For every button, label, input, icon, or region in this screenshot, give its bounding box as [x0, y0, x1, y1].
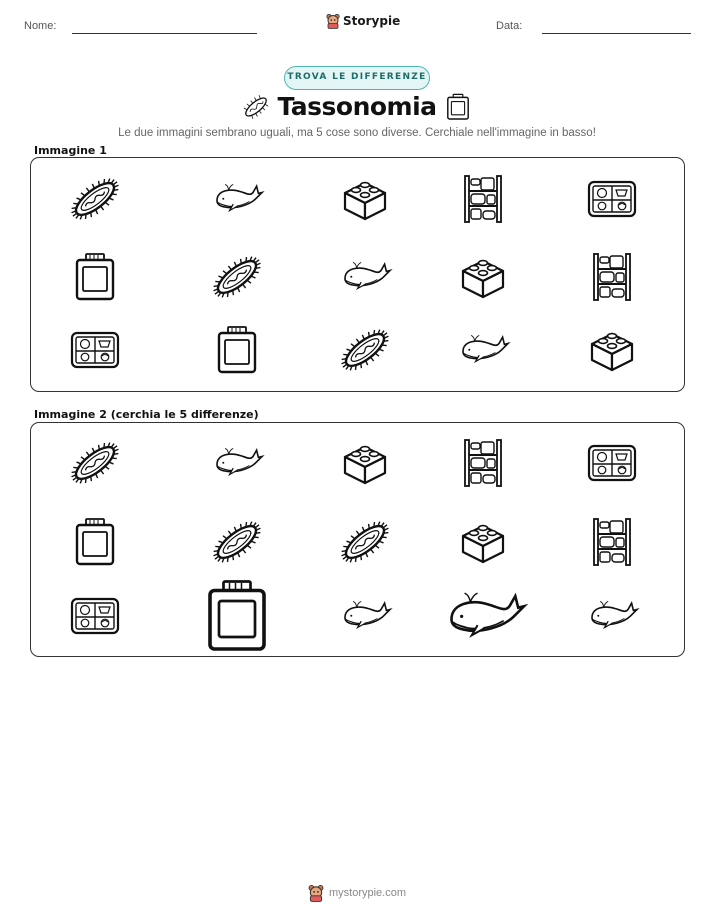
date-field[interactable]	[542, 33, 691, 34]
image1-r2-c1-lunchbox-icon	[63, 245, 127, 309]
image2-r3-c2-lunchbox-icon[interactable]	[189, 568, 285, 664]
image2-r3-c5-whale-icon[interactable]	[583, 587, 641, 645]
storypie-mascot-icon	[326, 13, 340, 29]
image2-r2-c3-bacterium-icon[interactable]	[333, 510, 397, 574]
image2-r1-c4-shelf-icon[interactable]	[451, 431, 515, 495]
image2-r2-c1-lunchbox-icon[interactable]	[63, 510, 127, 574]
instructions: Le due immagini sembrano uguali, ma 5 cose sono diverse. Cerchiale nell'immagine in basso!	[118, 127, 596, 139]
image1-r2-c3-whale-icon	[336, 248, 394, 306]
image1-r3-c2-lunchbox-icon	[205, 318, 269, 382]
image1-r1-c2-whale-icon	[208, 170, 266, 228]
image1-r1-c1-bacterium-icon	[63, 167, 127, 231]
image2-r1-c5-bento-icon[interactable]	[580, 431, 644, 495]
image2-r1-c3-brick-icon[interactable]	[333, 431, 397, 495]
image1-r1-c3-brick-icon	[333, 167, 397, 231]
image2-r1-c2-whale-icon[interactable]	[208, 434, 266, 492]
image1-r2-c4-brick-icon	[451, 245, 515, 309]
footer-url: mystorypie.com	[328, 887, 407, 899]
image2-label: Immagine 2 (cerchia le 5 differenze)	[34, 408, 259, 421]
page-title: Tassonomia	[277, 92, 437, 121]
image1-r2-c5-shelf-icon	[580, 245, 644, 309]
image1-r1-c4-shelf-icon	[451, 167, 515, 231]
image1-r3-c5-brick-icon	[580, 318, 644, 382]
image2-r3-c1-bento-icon[interactable]	[63, 584, 127, 648]
image2-r2-c4-brick-icon[interactable]	[451, 510, 515, 574]
lunchbox-icon	[444, 92, 472, 127]
name-label: Nome:	[24, 20, 57, 32]
image2-r2-c2-bacterium-icon[interactable]	[205, 510, 269, 574]
image1-r3-c1-bento-icon	[63, 318, 127, 382]
footer	[0, 884, 714, 902]
image2-r3-c4-whale-icon[interactable]	[437, 570, 530, 663]
activity-badge: TROVA LE DIFFERENZE	[284, 66, 430, 90]
name-field[interactable]	[72, 33, 257, 34]
image1-r1-c5-bento-icon	[580, 167, 644, 231]
image1-r2-c2-bacterium-icon	[205, 245, 269, 309]
image2-r3-c3-whale-icon[interactable]	[336, 587, 394, 645]
image1-label: Immagine 1	[34, 144, 107, 157]
brand-name: Storypie	[343, 14, 401, 28]
image1-r3-c4-whale-icon	[454, 321, 512, 379]
storypie-mascot-icon	[308, 884, 324, 902]
image2-r2-c5-shelf-icon[interactable]	[580, 510, 644, 574]
date-label: Data:	[496, 20, 523, 32]
image1-r3-c3-bacterium-icon	[333, 318, 397, 382]
brand-logo	[326, 13, 400, 29]
image2-r1-c1-bacterium-icon[interactable]	[63, 431, 127, 495]
